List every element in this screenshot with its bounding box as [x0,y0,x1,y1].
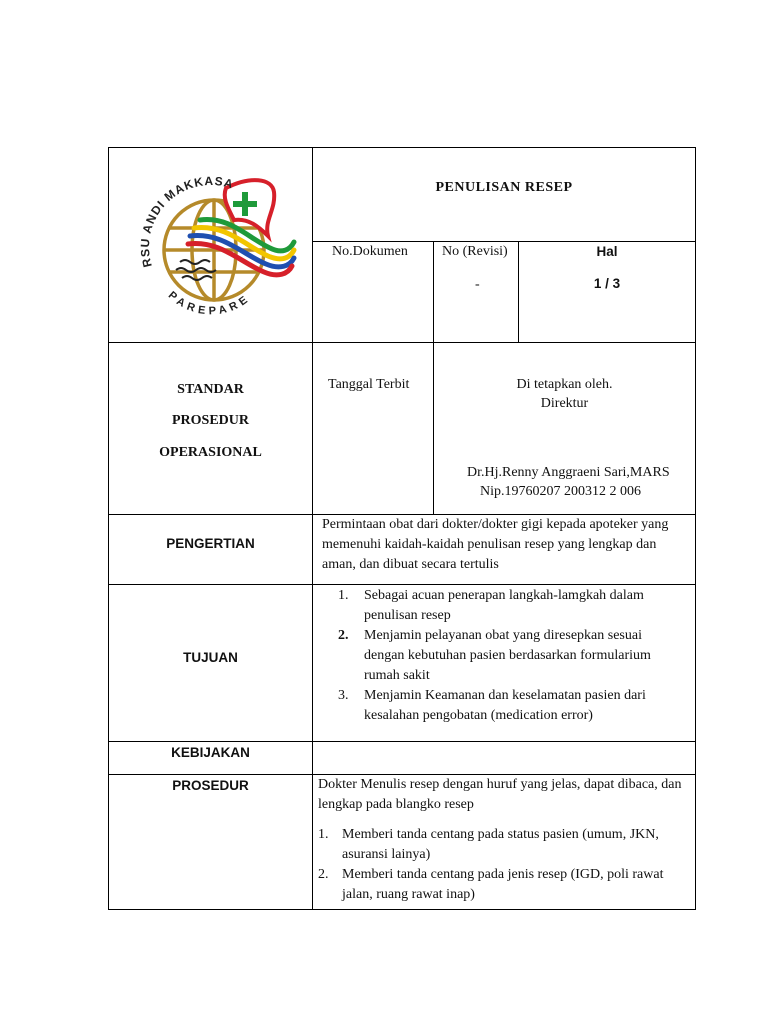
table-border-bottom [108,909,696,910]
purpose-item-number: 1. [338,588,349,603]
purpose-item-text: Sebagai acuan penerapan langkah-lamgkah dalam penulisan resep [364,588,644,623]
revision-value: - [475,277,480,292]
procedure-intro: Dokter Menulis resep dengan huruf yang jelas, dapat dibaca, dan lengkap pada blangko resep [318,777,682,812]
row-divider-3 [108,584,696,585]
revision-label: No (Revisi) [442,244,508,259]
table-border-top [108,147,696,148]
document-title: PENULISAN RESEP [435,180,573,195]
director-name: Dr.Hj.Renny Anggraeni Sari,MARS [467,465,670,480]
purpose-item-text: Menjamin pelayanan obat yang diresepkan sesuai dengan kebutuhan pasien berdasarkan formularium rumah sakit [364,628,651,683]
page-value: 1 / 3 [593,276,621,291]
procedure-item-number: 1. [318,827,329,842]
table-border-right [695,147,696,910]
definition-text: Permintaan obat dari dokter/dokter gigi kepada apoteker yang memenuhi kaidah-kaidah penulisan resep yang lengkap dan aman, dan dibuat secara tertulis [322,517,669,572]
director-title: Direktur [540,396,589,411]
wave-stripes [188,220,294,275]
issue-date-label: Tanggal Terbit [328,377,410,392]
purpose-list [334,586,680,726]
row-divider-4 [108,741,696,742]
svg-text:PAREPARE: PAREPARE [165,289,254,318]
procedure-item-text: Memberi tanda centang pada jenis resep (IGD, poli rawat jalan, ruang rawat inap) [342,867,664,902]
procedure-item-number: 2. [318,867,329,882]
purpose-item [334,586,680,626]
purpose-item-text: Menjamin Keamanan dan keselamatan pasien dari kesalahan pengobatan (medication error) [364,688,646,723]
doc-number-label: No.Dokumen [332,244,408,259]
hospital-logo [130,158,298,328]
sop-label-line1: STANDAR [177,382,244,397]
set-by-label: Di tetapkan oleh. [516,377,613,392]
procedure-label: PROSEDUR [172,778,249,793]
column-divider [312,147,313,910]
procedure-item [314,865,690,905]
sop-label-line2: PROSEDUR [171,413,249,428]
policy-label: KEBIJAKAN [171,745,250,760]
definition-label: PENGERTIAN [166,536,255,551]
procedure-item-text: Memberi tanda centang pada status pasien (umum, JKN, asuransi lainya) [342,827,659,862]
purpose-item [334,686,680,726]
purpose-item-number: 3. [338,688,349,703]
procedure-list [314,825,690,905]
logo-emblem [130,158,298,328]
svg-text:RSU ANDI MAKKASAU: RSU ANDI MAKKASA [137,173,236,269]
purpose-item [334,626,680,686]
director-nip: Nip.19760207 200312 2 006 [480,484,641,499]
procedure-item [314,825,690,865]
purpose-item-number: 2. [338,628,349,643]
purpose-label: TUJUAN [183,650,238,665]
sop-label-line3: OPERASIONAL [159,445,262,460]
page-label: Hal [596,244,618,259]
row-divider-1 [108,342,696,343]
